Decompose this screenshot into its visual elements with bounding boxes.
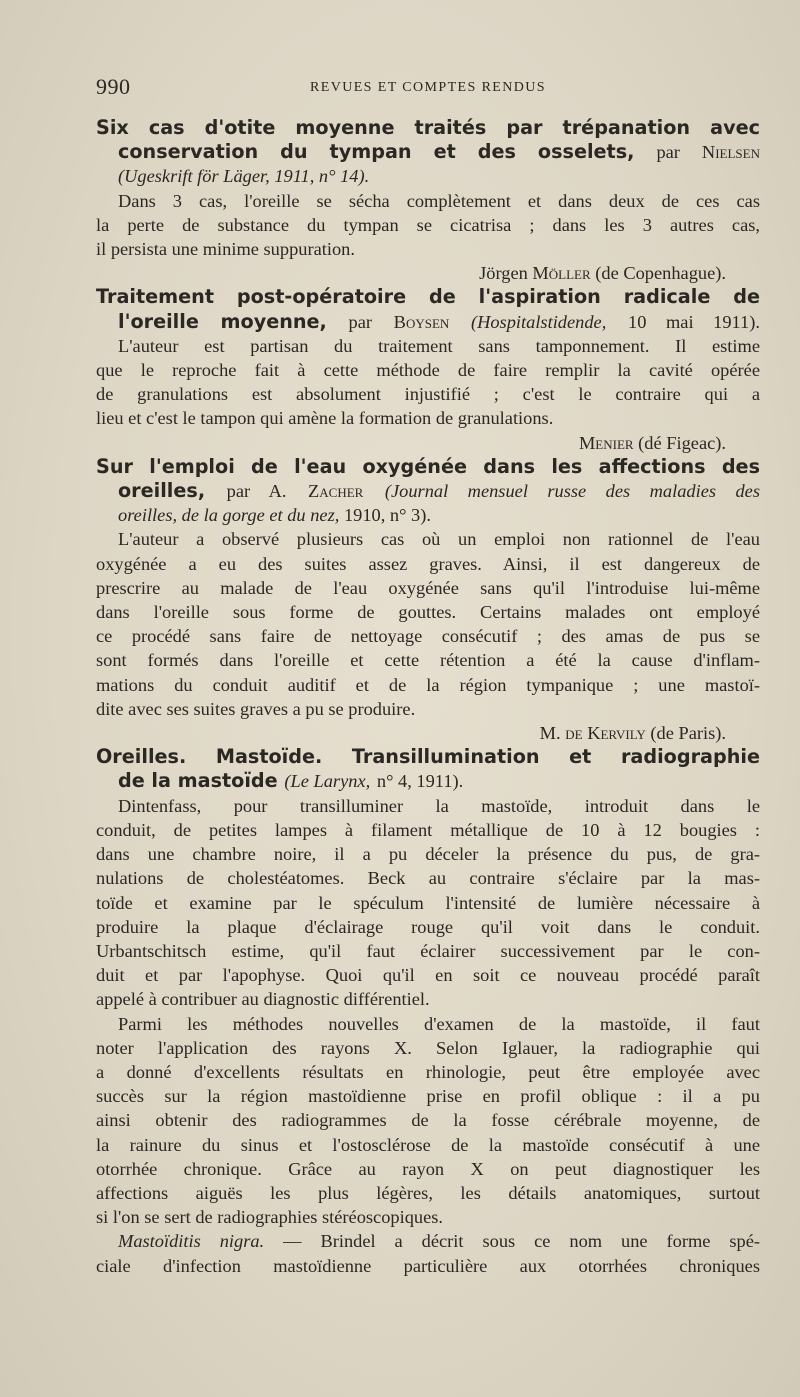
- article-4-line: appelé à contribuer au diagnostic différentiel.: [96, 989, 430, 1010]
- article-3-line: prescrire au malade de l'eau oxygénée sans qu'il l'introduise lui-même: [96, 577, 760, 598]
- article-4-title: Oreilles. Mastoïde. Transillumination et radiographie: [96, 745, 760, 769]
- running-head: [96, 74, 760, 104]
- article-3-title-cont: oreilles, par A. Zacher (Journal mensuel russe des maladies des: [118, 479, 761, 503]
- article-4-line: duit et par l'apophyse. Quoi qu'il en soit ce nouveau procédé paraît: [96, 965, 760, 986]
- article-3-signature: M. de Kervily (de Paris).: [539, 723, 726, 744]
- article-2-line: lieu et c'est le tampon qui amène la formation de granulations.: [96, 408, 554, 429]
- article-4-line: produire la plaque d'éclairage rouge qu'il voit dans le conduit.: [96, 916, 760, 937]
- article-2-author: Boysen: [393, 311, 450, 332]
- article-2-line: que le reproche fait à cette méthode de faire remplir la cavité opérée: [96, 360, 760, 381]
- article-3-citation: oreilles, de la gorge et du nez, 1910, n° 3).: [118, 505, 431, 526]
- article-4-line: ciale d'infection mastoïdienne particulière aux otorrhées chroniques: [96, 1255, 760, 1276]
- article-1-line: il persista une minime suppuration.: [96, 239, 355, 260]
- article-4-line: si l'on se sert de radiographies stéréoscopiques.: [96, 1207, 444, 1228]
- article-4-line: la rainure du sinus et l'ostosclérose de la mastoïde consécutif à une: [96, 1134, 760, 1155]
- article-3-author: Zacher: [308, 481, 364, 502]
- article-1-title: Six cas d'otite moyenne traités par trépanation avec: [96, 116, 760, 139]
- article-4-line: toïde et examine par le spéculum l'intensité de lumière nécessaire à: [96, 892, 760, 913]
- article-3-line: oxygénée a eu des suites assez graves. Ainsi, il est dangereux de: [96, 553, 760, 574]
- article-1-author: Nielsen: [701, 142, 760, 163]
- article-4-line: conduit, de petites lampes à filament métallique de 10 à 12 bougies :: [96, 819, 760, 840]
- article-3-line: mations du conduit auditif et de la région tympanique ; une mastoï-: [96, 674, 760, 695]
- running-title: REVUES ET COMPTES RENDUS: [310, 80, 546, 95]
- article-1-line: Dans 3 cas, l'oreille se sécha complètement et dans deux de ces cas: [118, 190, 760, 211]
- article-3-title: Sur l'emploi de l'eau oxygénée dans les affections des: [96, 454, 760, 478]
- article-4-line: ainsi obtenir des radiogrammes de la fosse cérébrale moyenne, de: [96, 1110, 760, 1131]
- article-4-line: Urbantschitsch estime, qu'il faut éclairer successivement par le con-: [96, 940, 760, 961]
- article-2-title: Traitement post-opératoire de l'aspiration radicale de: [96, 285, 760, 309]
- article-4-line: otorrhée chronique. Grâce au rayon X on peut diagnostiquer les: [96, 1158, 760, 1179]
- article-3-line: dans l'oreille sous forme de gouttes. Certains malades ont employé: [96, 602, 760, 623]
- article-2-line: de granulations est absolument injustifié ; c'est le contraire qui a: [96, 384, 760, 405]
- article-4-line: Mastoïditis nigra. — Brindel a décrit sous ce nom une forme spé-: [118, 1231, 760, 1252]
- article-1-line: la perte de substance du tympan se cicatrisa ; dans les 3 autres cas,: [96, 214, 760, 235]
- article-3-line: ce procédé sans faire de nettoyage consécutif ; des amas de pus se: [96, 626, 760, 647]
- page-number: 990: [96, 74, 131, 99]
- article-4-title-cont: de la mastoïde (Le Larynx, n° 4, 1911).: [118, 769, 464, 793]
- article-1-citation: (Ugeskrift för Läger, 1911, n° 14).: [118, 166, 370, 187]
- article-4-line: affections aiguës les plus légères, les détails anatomiques, surtout: [96, 1182, 760, 1203]
- article-3-line: L'auteur a observé plusieurs cas où un emploi non rationnel de l'eau: [118, 529, 760, 550]
- article-3-line: sont formés dans l'oreille et cette rétention a été la cause d'inflam-: [96, 650, 760, 671]
- article-4-line: noter l'application des rayons X. Selon Iglauer, la radiographie qui: [96, 1037, 760, 1058]
- article-4-line: a donné d'excellents résultats en rhinologie, peut être employée avec: [96, 1061, 760, 1082]
- article-1-title-cont: conservation du tympan et des osselets, par Nielsen: [118, 140, 760, 164]
- article-2-line: L'auteur est partisan du traitement sans tamponnement. Il estime: [118, 335, 760, 356]
- article-4-line: Parmi les méthodes nouvelles d'examen de la mastoïde, il faut: [118, 1013, 760, 1034]
- text-column: [96, 116, 760, 1278]
- article-4-line: succès sur la région mastoïdienne prise en profil oblique : il a pu: [96, 1086, 760, 1107]
- article-3-line: dite avec ses suites graves a pu se produire.: [96, 698, 416, 719]
- article-2-signature: Menier (dé Figeac).: [578, 432, 726, 453]
- article-2-title-cont: l'oreille moyenne, par Boysen (Hospitalstidende, 10 mai 1911).: [118, 309, 760, 333]
- article-4-line: nulations de cholestéatomes. Beck au contraire s'éclaire par la mas-: [96, 868, 760, 889]
- article-1-signature: Jörgen Möller (de Copenhague).: [479, 263, 726, 284]
- article-4-line: Dintenfass, pour transilluminer la mastoïde, introduit dans le: [118, 795, 760, 816]
- article-4-line: dans une chambre noire, il a pu déceler la présence du pus, de gra-: [96, 844, 760, 865]
